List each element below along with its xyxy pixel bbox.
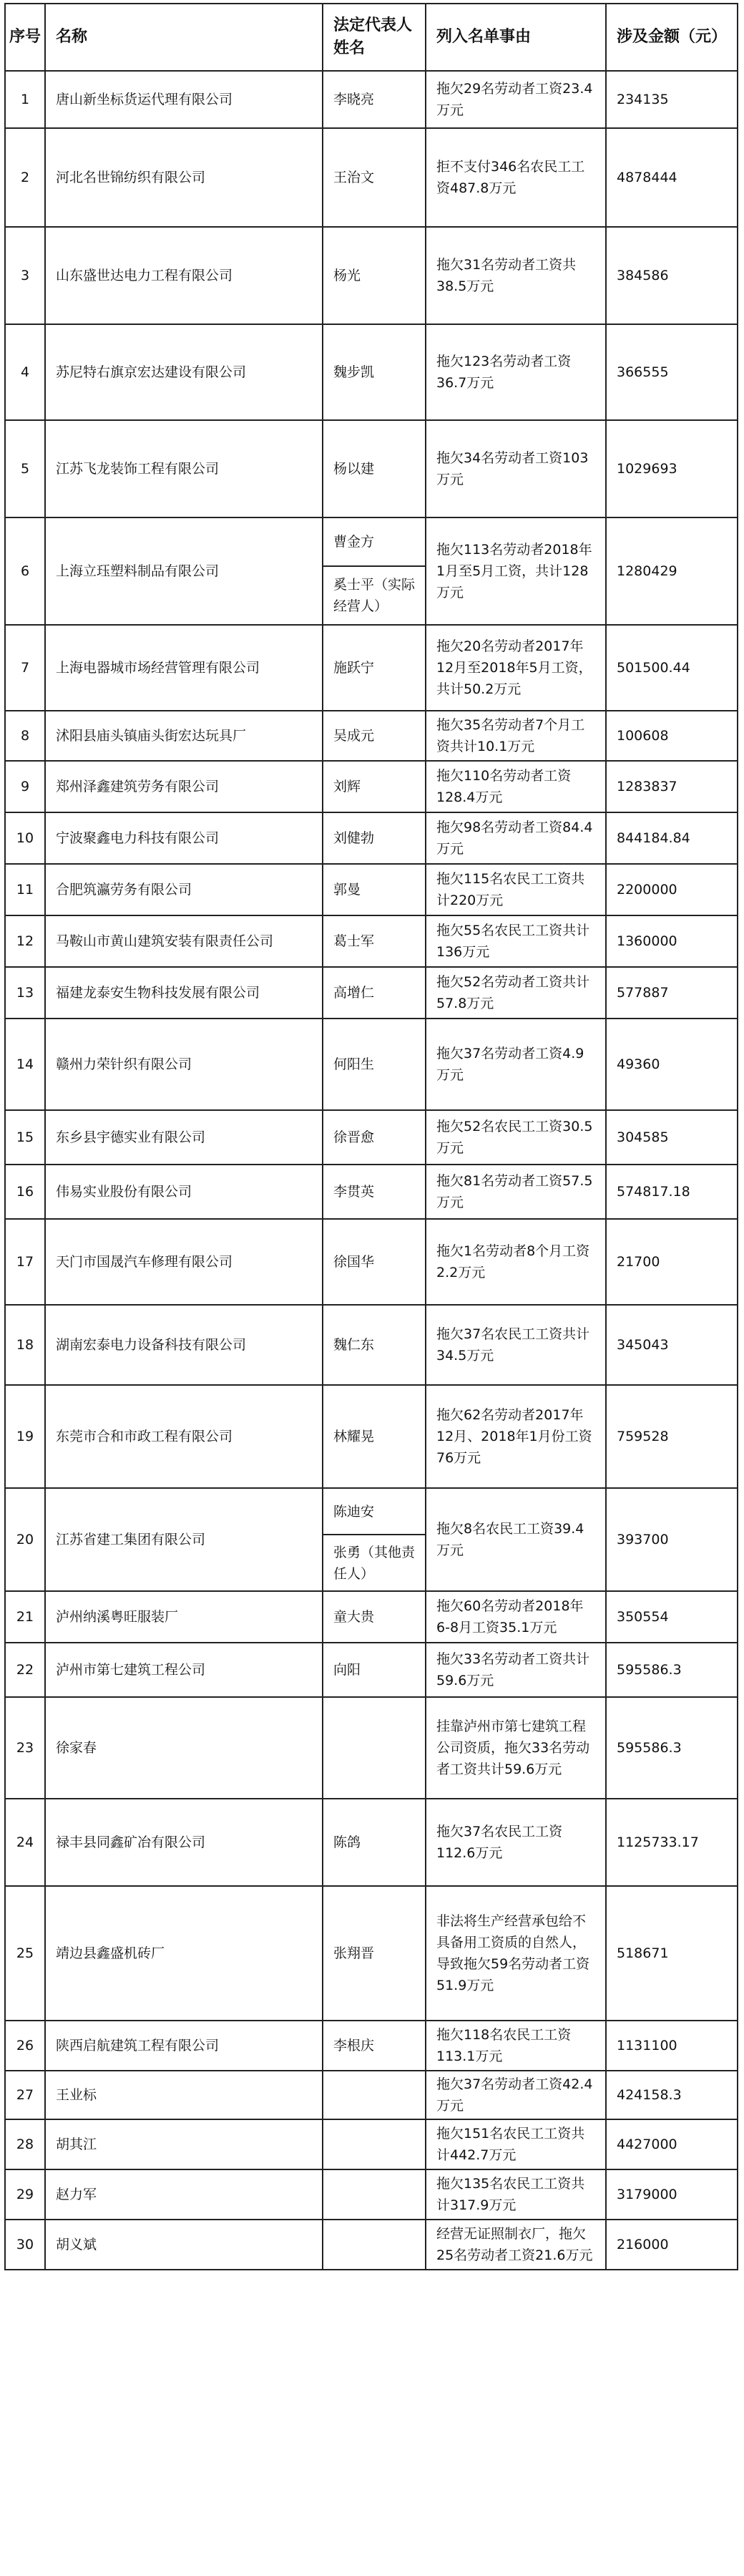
row-reason: 拖欠110名劳动者工资128.4万元: [426, 761, 606, 812]
table-row: [5, 1019, 738, 1110]
row-name: 胡义斌: [45, 2220, 323, 2270]
row-name: 徐家春: [45, 1697, 323, 1799]
table-row: [5, 1165, 738, 1219]
table-row: [5, 967, 738, 1019]
row-reason: 拖欠33名劳动者工资共计59.6万元: [426, 1643, 606, 1697]
table-header-row: [5, 4, 738, 71]
row-legal-rep: 魏仁东: [323, 1305, 426, 1385]
row-name: 伟易实业股份有限公司: [45, 1165, 323, 1219]
row-name: 陕西启航建筑工程有限公司: [45, 2021, 323, 2071]
row-name: 胡其江: [45, 2119, 323, 2169]
row-legal-rep: [323, 517, 426, 625]
table-row: [5, 227, 738, 324]
row-legal-rep: 徐晋愈: [323, 1110, 426, 1165]
row-serial-number: 30: [5, 2220, 45, 2270]
row-serial-number: 7: [5, 625, 45, 711]
row-amount: 366555: [606, 324, 738, 420]
row-legal-rep: [323, 1697, 426, 1799]
row-name: 上海立珏塑料制品有限公司: [45, 517, 323, 625]
row-name: 苏尼特右旗京宏达建设有限公司: [45, 324, 323, 420]
table-row: [5, 761, 738, 812]
row-amount: 518671: [606, 1886, 738, 2021]
row-serial-number: 14: [5, 1019, 45, 1110]
table-row: [5, 1110, 738, 1165]
row-serial-number: 27: [5, 2071, 45, 2119]
header-amount: 涉及金额（元）: [606, 4, 738, 71]
row-legal-rep: 何阳生: [323, 1019, 426, 1110]
row-legal-rep: 施跃宁: [323, 625, 426, 711]
table-row: [5, 711, 738, 761]
row-reason: 拖欠29名劳动者工资23.4万元: [426, 71, 606, 128]
row-amount: 4878444: [606, 128, 738, 227]
row-amount: 424158.3: [606, 2071, 738, 2119]
table-row: [5, 1643, 738, 1697]
row-serial-number: 6: [5, 517, 45, 625]
row-legal-rep: 郭曼: [323, 864, 426, 915]
row-serial-number: 21: [5, 1591, 45, 1643]
row-serial-number: 1: [5, 71, 45, 128]
table-row: [5, 71, 738, 128]
row-name: 宁波聚鑫电力科技有限公司: [45, 812, 323, 864]
row-legal-rep: [323, 2119, 426, 2169]
row-serial-number: 18: [5, 1305, 45, 1385]
row-legal-rep-secondary: 张勇（其他责任人）: [333, 1544, 416, 1582]
table-row: [5, 420, 738, 517]
row-reason: 拖欠34名劳动者工资103万元: [426, 420, 606, 517]
header-name: 名称: [45, 4, 323, 71]
row-reason: 拖欠37名劳动者工资4.9万元: [426, 1019, 606, 1110]
row-legal-rep: 魏步凯: [323, 324, 426, 420]
row-name: 靖边县鑫盛机砖厂: [45, 1886, 323, 2021]
row-amount: 1131100: [606, 2021, 738, 2071]
row-reason: 挂靠泸州市第七建筑工程公司资质，拖欠33名劳动者工资共计59.6万元: [426, 1697, 606, 1799]
row-reason: 拖欠31名劳动者工资共38.5万元: [426, 227, 606, 324]
row-legal-rep: 杨光: [323, 227, 426, 324]
row-serial-number: 2: [5, 128, 45, 227]
row-name: 上海电器城市场经营管理有限公司: [45, 625, 323, 711]
row-serial-number: 9: [5, 761, 45, 812]
row-legal-rep: 王治文: [323, 128, 426, 227]
table-row: [5, 2071, 738, 2119]
row-serial-number: 13: [5, 967, 45, 1019]
row-legal-rep: 刘辉: [323, 761, 426, 812]
row-name: 河北名世锦纺织有限公司: [45, 128, 323, 227]
row-amount: 345043: [606, 1305, 738, 1385]
row-legal-rep: [323, 1488, 426, 1591]
table-row: [5, 1305, 738, 1385]
row-legal-rep: [323, 2220, 426, 2270]
row-reason: 拖欠37名农民工工资112.6万元: [426, 1799, 606, 1886]
row-legal-rep: [323, 2169, 426, 2220]
row-amount: 1360000: [606, 915, 738, 967]
row-amount: 1283837: [606, 761, 738, 812]
row-serial-number: 16: [5, 1165, 45, 1219]
row-legal-rep: 葛士军: [323, 915, 426, 967]
row-reason: 拖欠20名劳动者2017年12月至2018年5月工资，共计50.2万元: [426, 625, 606, 711]
row-amount: 595586.3: [606, 1697, 738, 1799]
row-legal-rep: 陈鸽: [323, 1799, 426, 1886]
row-amount: 100608: [606, 711, 738, 761]
table-row: [5, 1219, 738, 1305]
row-reason: 非法将生产经营承包给不具备用工资质的自然人，导致拖欠59名劳动者工资51.9万元: [426, 1886, 606, 2021]
row-name: 福建龙泰安生物科技发展有限公司: [45, 967, 323, 1019]
table-row: [5, 517, 738, 625]
row-name: 赵力军: [45, 2169, 323, 2220]
row-reason: 拖欠62名劳动者2017年12月、2018年1月份工资76万元: [426, 1385, 606, 1488]
row-name: 东莞市合和市政工程有限公司: [45, 1385, 323, 1488]
row-serial-number: 20: [5, 1488, 45, 1591]
row-amount: 1029693: [606, 420, 738, 517]
row-amount: 1280429: [606, 517, 738, 625]
row-serial-number: 26: [5, 2021, 45, 2071]
row-amount: 844184.84: [606, 812, 738, 864]
table-row: [5, 1697, 738, 1799]
row-amount: 574817.18: [606, 1165, 738, 1219]
row-amount: 501500.44: [606, 625, 738, 711]
row-amount: 49360: [606, 1019, 738, 1110]
row-name: 沭阳县庙头镇庙头街宏达玩具厂: [45, 711, 323, 761]
row-reason: 拖欠81名劳动者工资57.5万元: [426, 1165, 606, 1219]
row-amount: 4427000: [606, 2119, 738, 2169]
row-name: 郑州泽鑫建筑劳务有限公司: [45, 761, 323, 812]
row-name: 王业标: [45, 2071, 323, 2119]
row-legal-rep: 李晓亮: [323, 71, 426, 128]
row-amount: 3179000: [606, 2169, 738, 2220]
table-row: [5, 324, 738, 420]
row-amount: 216000: [606, 2220, 738, 2270]
row-name: 赣州力荣针织有限公司: [45, 1019, 323, 1110]
row-amount: 759528: [606, 1385, 738, 1488]
row-serial-number: 22: [5, 1643, 45, 1697]
row-amount: 2200000: [606, 864, 738, 915]
row-serial-number: 23: [5, 1697, 45, 1799]
table-row: [5, 1886, 738, 2021]
row-reason: 拒不支付346名农民工工资487.8万元: [426, 128, 606, 227]
row-reason: 拖欠37名劳动者工资42.4万元: [426, 2071, 606, 2119]
row-name: 禄丰县同鑫矿冶有限公司: [45, 1799, 323, 1886]
row-reason: 拖欠60名劳动者2018年6-8月工资35.1万元: [426, 1591, 606, 1643]
table-row: [5, 812, 738, 864]
row-legal-rep: 刘健勃: [323, 812, 426, 864]
row-reason: 拖欠37名农民工工资共计34.5万元: [426, 1305, 606, 1385]
blacklist-table: [4, 3, 738, 2270]
table-row: [5, 915, 738, 967]
row-name: 山东盛世达电力工程有限公司: [45, 227, 323, 324]
row-reason: 拖欠52名劳动者工资共计57.8万元: [426, 967, 606, 1019]
table-row: [5, 1799, 738, 1886]
row-serial-number: 5: [5, 420, 45, 517]
table-row: [5, 625, 738, 711]
row-amount: 234135: [606, 71, 738, 128]
row-serial-number: 10: [5, 812, 45, 864]
table-row: [5, 1385, 738, 1488]
row-legal-rep: 吴成元: [323, 711, 426, 761]
row-name: 湖南宏泰电力设备科技有限公司: [45, 1305, 323, 1385]
row-reason: 拖欠35名劳动者7个月工资共计10.1万元: [426, 711, 606, 761]
row-name: 马鞍山市黄山建筑安装有限责任公司: [45, 915, 323, 967]
row-name: 东乡县宇德实业有限公司: [45, 1110, 323, 1165]
row-name: 唐山新坐标货运代理有限公司: [45, 71, 323, 128]
row-name: 江苏飞龙装饰工程有限公司: [45, 420, 323, 517]
row-legal-rep: 李贯英: [323, 1165, 426, 1219]
table-row: [5, 2220, 738, 2270]
row-name: 合肥筑瀛劳务有限公司: [45, 864, 323, 915]
row-reason: 拖欠8名农民工工资39.4万元: [426, 1488, 606, 1591]
row-name: 泸州纳溪粤旺服装厂: [45, 1591, 323, 1643]
row-legal-rep: 林耀晃: [323, 1385, 426, 1488]
table-row: [5, 1488, 738, 1591]
row-amount: 595586.3: [606, 1643, 738, 1697]
row-legal-rep-primary: 曹金方: [323, 518, 425, 567]
row-legal-rep: 徐国华: [323, 1219, 426, 1305]
row-serial-number: 11: [5, 864, 45, 915]
row-amount: 393700: [606, 1488, 738, 1591]
row-serial-number: 12: [5, 915, 45, 967]
row-reason: 拖欠98名劳动者工资84.4万元: [426, 812, 606, 864]
row-serial-number: 3: [5, 227, 45, 324]
row-legal-rep-primary: 陈迪安: [323, 1489, 425, 1535]
row-reason: 拖欠52名农民工工资30.5万元: [426, 1110, 606, 1165]
row-reason: 拖欠151名农民工工资共计442.7万元: [426, 2119, 606, 2169]
row-name: 泸州市第七建筑工程公司: [45, 1643, 323, 1697]
table-row: [5, 864, 738, 915]
row-serial-number: 29: [5, 2169, 45, 2220]
row-legal-rep-secondary: 奚士平（实际经营人）: [333, 577, 416, 614]
row-reason: 拖欠55名农民工工资共计136万元: [426, 915, 606, 967]
row-name: 天门市国晟汽车修理有限公司: [45, 1219, 323, 1305]
row-legal-rep: 高增仁: [323, 967, 426, 1019]
row-serial-number: 8: [5, 711, 45, 761]
row-serial-number: 15: [5, 1110, 45, 1165]
row-reason: 拖欠113名劳动者2018年1月至5月工资，共计128万元: [426, 517, 606, 625]
row-legal-rep: 张翔晋: [323, 1886, 426, 2021]
row-serial-number: 19: [5, 1385, 45, 1488]
table-row: [5, 2169, 738, 2220]
table-body: [5, 71, 738, 2270]
row-serial-number: 24: [5, 1799, 45, 1886]
table-row: [5, 2021, 738, 2071]
row-serial-number: 4: [5, 324, 45, 420]
row-amount: 1125733.17: [606, 1799, 738, 1886]
header-reason: 列入名单事由: [426, 4, 606, 71]
table-row: [5, 2119, 738, 2169]
row-legal-rep: 李根庆: [323, 2021, 426, 2071]
row-serial-number: 25: [5, 1886, 45, 2021]
row-amount: 304585: [606, 1110, 738, 1165]
row-reason: 拖欠123名劳动者工资36.7万元: [426, 324, 606, 420]
row-name: 江苏省建工集团有限公司: [45, 1488, 323, 1591]
row-reason: 拖欠115名农民工工资共计220万元: [426, 864, 606, 915]
row-serial-number: 17: [5, 1219, 45, 1305]
row-legal-rep: 杨以建: [323, 420, 426, 517]
row-legal-rep: 向阳: [323, 1643, 426, 1697]
table-row: [5, 1591, 738, 1643]
blacklist-table-container: [4, 3, 737, 2270]
header-legal-rep: 法定代表人姓名: [323, 4, 426, 71]
row-amount: 384586: [606, 227, 738, 324]
row-amount: 21700: [606, 1219, 738, 1305]
header-serial-number: 序号: [5, 4, 45, 71]
row-reason: 拖欠135名农民工工资共计317.9万元: [426, 2169, 606, 2220]
row-reason: 经营无证照制衣厂，拖欠25名劳动者工资21.6万元: [426, 2220, 606, 2270]
row-legal-rep: 童大贵: [323, 1591, 426, 1643]
row-legal-rep: [323, 2071, 426, 2119]
row-amount: 350554: [606, 1591, 738, 1643]
row-amount: 577887: [606, 967, 738, 1019]
row-reason: 拖欠118名农民工工资113.1万元: [426, 2021, 606, 2071]
row-serial-number: 28: [5, 2119, 45, 2169]
row-reason: 拖欠1名劳动者8个月工资2.2万元: [426, 1219, 606, 1305]
table-row: [5, 128, 738, 227]
